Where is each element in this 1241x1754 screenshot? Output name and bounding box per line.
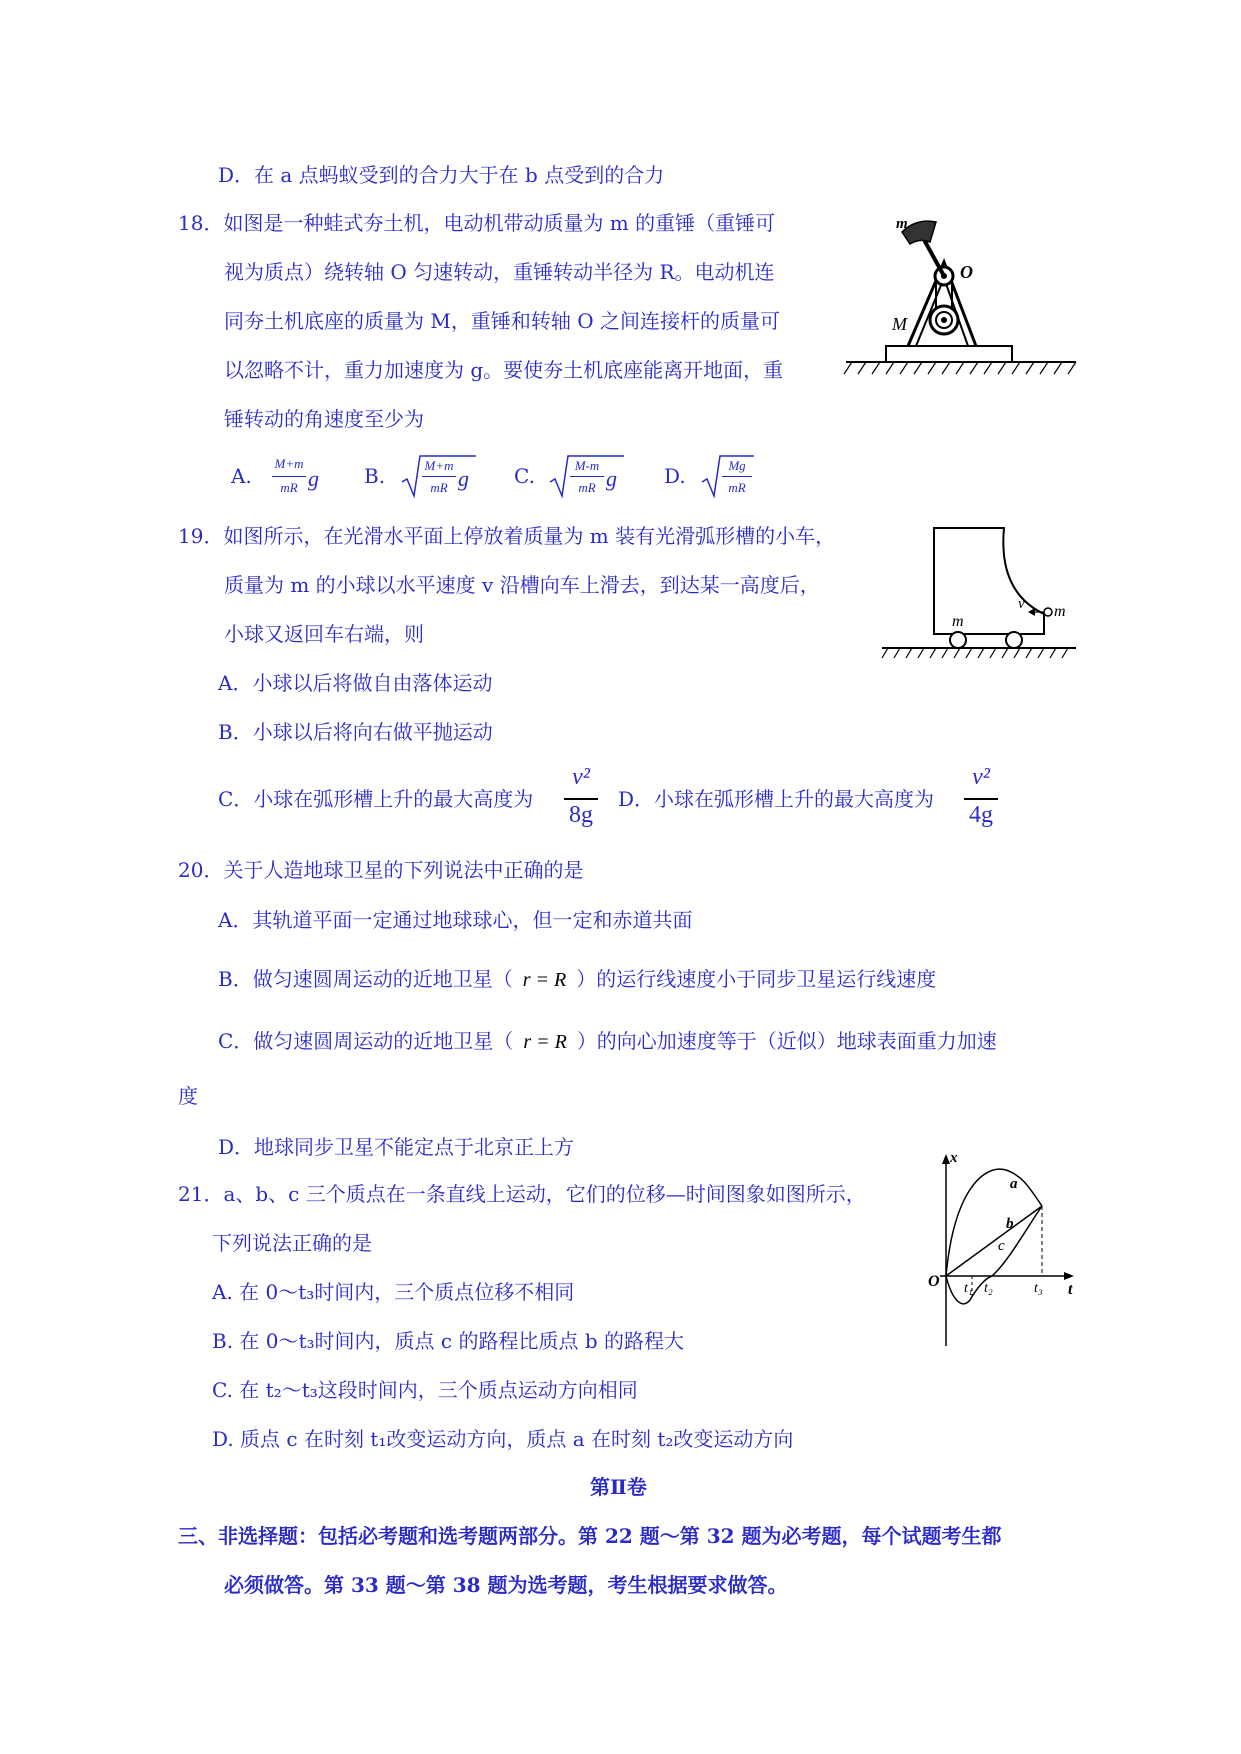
fraction-numerator: M+m xyxy=(424,458,454,473)
fraction-bar xyxy=(564,798,598,800)
q18-line-5: 锤转动的角速度至少为 xyxy=(224,407,424,431)
q19-line-2: 质量为 m 的小球以水平速度 v 沿槽向车上滑去，到达某一高度后， xyxy=(224,573,820,597)
q19-option-c-formula xyxy=(562,764,602,834)
gravity-symbol: g xyxy=(308,466,319,491)
q18-option-a-formula xyxy=(272,456,318,500)
fraction-bar xyxy=(722,476,752,477)
q18-option-c-formula xyxy=(548,452,626,500)
fraction-numerator: v² xyxy=(572,764,590,790)
label-v: v xyxy=(1018,596,1025,612)
fraction-bar xyxy=(964,798,998,800)
tamping-machine-drawing xyxy=(836,214,1086,384)
q18-option-b-label: B. xyxy=(364,464,386,488)
q21-option-b: B. 在 0～t₃时间内，质点 c 的路程比质点 b 的路程大 xyxy=(212,1329,684,1353)
gravity-symbol: g xyxy=(458,466,469,491)
label-t3: t₃ xyxy=(1034,1281,1043,1296)
q19-line-3: 小球又返回车右端，则 xyxy=(224,622,424,646)
xt-graph-figure xyxy=(920,1150,1080,1350)
q20-option-c-text-1: C．做匀速圆周运动的近地卫星（ xyxy=(218,1029,514,1053)
r-equals-R: r = R xyxy=(523,1031,567,1053)
label-c: c xyxy=(998,1238,1005,1254)
fraction-numerator: v² xyxy=(972,764,990,790)
part-2-title: 第Ⅱ卷 xyxy=(590,1475,647,1499)
q18-line-1: 18．如图是一种蛙式夯土机，电动机带动质量为 m 的重锤（重锤可 xyxy=(178,211,776,235)
q19-option-c: C．小球在弧形槽上升的最大高度为 xyxy=(218,787,534,811)
cart-drawing xyxy=(880,520,1080,670)
r-equals-R: r = R xyxy=(522,969,567,991)
label-origin: O xyxy=(928,1273,940,1290)
q18-line-3: 同夯土机底座的质量为 M，重锤和转轴 O 之间连接杆的质量可 xyxy=(224,309,780,333)
q19-option-d: D．小球在弧形槽上升的最大高度为 xyxy=(618,787,935,811)
q19-option-d-formula xyxy=(962,764,1002,834)
fraction-denominator: mR xyxy=(430,480,448,495)
fraction-denominator: mR xyxy=(578,480,596,495)
q20-option-c-text-2: ）的向心加速度等于（近似）地球表面重力加速 xyxy=(576,1029,997,1053)
q21-option-a: A. 在 0～t₃时间内，三个质点位移不相同 xyxy=(212,1280,575,1304)
q18-option-b-formula xyxy=(400,452,478,500)
fraction-denominator: 8g xyxy=(569,802,593,828)
q20-option-b xyxy=(218,969,936,990)
fraction-denominator: mR xyxy=(280,480,298,495)
label-O: O xyxy=(960,262,973,282)
q19-option-a: A．小球以后将做自由落体运动 xyxy=(218,671,493,695)
q21-line-2: 下列说法正确的是 xyxy=(212,1231,372,1255)
q19-option-b: B．小球以后将向右做平抛运动 xyxy=(218,720,493,744)
q21-line-1: 21．a、b、c 三个质点在一条直线上运动，它们的位移—时间图象如图所示， xyxy=(178,1182,866,1206)
label-a: a xyxy=(1010,1176,1018,1192)
label-m-cart: m xyxy=(952,613,964,630)
cart-figure xyxy=(880,520,1080,670)
fraction-numerator: M+m xyxy=(274,456,304,471)
q20-option-d: D．地球同步卫星不能定点于北京正上方 xyxy=(218,1135,575,1159)
fraction-numerator: M-m xyxy=(574,458,600,473)
q20-option-a: A．其轨道平面一定通过地球球心，但一定和赤道共面 xyxy=(218,908,693,932)
label-b: b xyxy=(1006,1216,1014,1232)
fraction-bar xyxy=(570,476,604,477)
q20-option-b-text-1: B．做匀速圆周运动的近地卫星（ xyxy=(218,967,513,991)
fraction-bar xyxy=(422,476,456,477)
label-m: m xyxy=(896,216,908,232)
label-m-ball: m xyxy=(1054,603,1066,620)
fraction-numerator: Mg xyxy=(728,458,746,473)
fraction-denominator: 4g xyxy=(969,802,993,828)
q18-option-d-formula xyxy=(700,452,756,500)
q20-option-c-continued: 度 xyxy=(178,1084,198,1108)
tamping-machine-figure xyxy=(836,214,1086,384)
section-3-line-1: 三、非选择题：包括必考题和选考题两部分。第 22 题～第 32 题为必考题，每个试题考生都 xyxy=(178,1524,1002,1548)
q18-option-a-label: A. xyxy=(231,464,252,488)
q18-option-c-label: C. xyxy=(514,464,535,488)
fraction-bar xyxy=(272,476,306,477)
gravity-symbol: g xyxy=(606,466,617,491)
q20-line-1: 20．关于人造地球卫星的下列说法中正确的是 xyxy=(178,858,584,882)
q19-line-1: 19．如图所示，在光滑水平面上停放着质量为 m 装有光滑弧形槽的小车， xyxy=(178,524,836,548)
q21-option-d: D. 质点 c 在时刻 t₁改变运动方向，质点 a 在时刻 t₂改变运动方向 xyxy=(212,1427,794,1451)
q18-line-2: 视为质点）绕转轴 O 匀速转动，重锤转动半径为 R。电动机连 xyxy=(224,260,775,284)
xt-graph-drawing xyxy=(920,1150,1080,1350)
q18-line-4: 以忽略不计，重力加速度为 g。要使夯土机底座能离开地面，重 xyxy=(224,358,784,382)
q20-option-c xyxy=(218,1031,997,1052)
label-M: M xyxy=(892,314,907,334)
label-x: x xyxy=(950,1150,958,1166)
q21-option-c: C. 在 t₂～t₃这段时间内，三个质点运动方向相同 xyxy=(212,1378,638,1402)
label-t1: t₁ xyxy=(964,1281,973,1296)
q18-option-d-label: D. xyxy=(664,464,686,488)
section-3-line-2: 必须做答。第 33 题～第 38 题为选考题，考生根据要求做答。 xyxy=(224,1573,788,1597)
fraction-denominator: mR xyxy=(728,480,746,495)
label-t2: t₂ xyxy=(984,1281,993,1296)
q17-option-d: D．在 a 点蚂蚁受到的合力大于在 b 点受到的合力 xyxy=(218,163,665,187)
q20-option-b-text-2: ）的运行线速度小于同步卫星运行线速度 xyxy=(576,967,937,991)
label-t: t xyxy=(1068,1281,1073,1298)
